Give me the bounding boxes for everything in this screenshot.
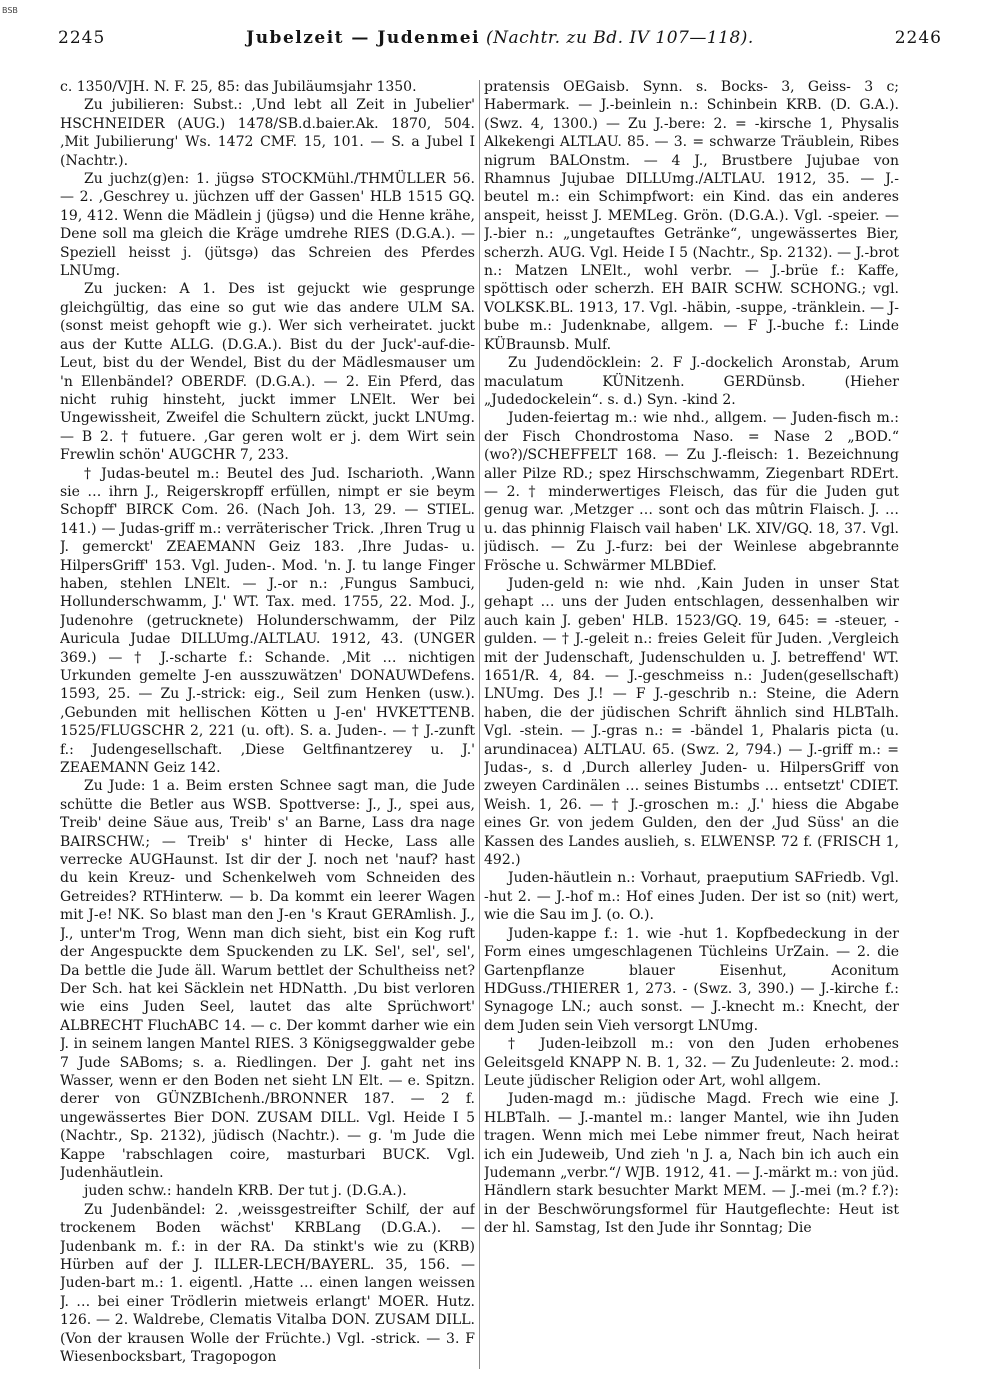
page-number-right: 2246 — [894, 28, 942, 48]
entry-paragraph: Zu Jude: 1 a. Beim ersten Schnee sagt man, die Jude schütte die Betler aus WSB. Spottverse: J., J., spei aus, Treib' deine Säue aus, Treib' s' an Barne, Lass dra nage BAIRSCHW.; — Treib' s' hinter di Hecke, Lass alle verrecke AUGHaunst. Ist dir der J. noch net 'nauf? hast du kein Kreuz- und Schenkelweh vom Schneiden des Getreides? RTHinterw. — b. Da kommt ein leerer Wagen mit J-e! NK. So blast man den J-en 's Kraut GERAmlish. J., J., unter'm Trog, Wenn man dich sieht, bist ein Kog ruft der Angespuckte dem Spuckenden zu LK. Sel', sel', sel', Da bettle die Jude äll. Warum bettlet der Schultheiss net? Der Sch. hat kei Säcklein net HDNatth. ‚Du bist verloren wie eins Juden Seel, lautet das alte Sprüchwort' ALBRECHT FluchABC 14. — c. Der kommt darher wie ein J. in seinem langen Mantel RIES. 3 Königseggwalder gebe 7 Jude SABoms; s. a. Riedlingen. Der J. gaht net ins Wasser, wenn er den Boden net sieht LN Elt. — e. Spitzn. derer von GÜNZBIchenh./BRONNER 187. — 2 f. ungewässertes Bier DON. ZUSAM DILL. Vgl. Heide I 5 (Nachtr., Sp. 2132), jüdisch (Nachtr.). — g. 'm Jude die Kappe 'rabschlagen coire, masturbari BUCK. Vgl. Judenhäutlein. — [60, 778, 475, 1181]
right-column — [484, 78, 899, 1373]
column-divider — [479, 80, 480, 1369]
entry-paragraph: Zu Judendöcklein: 2. F J.-dockelich Aronstab, Arum maculatum KÜNitzenh. GERDünsb. (Hieher „Judedockelein“. s. d.) Syn. -kind 2. — [484, 355, 899, 408]
page-number-left: 2245 — [58, 28, 106, 48]
entry-paragraph: Zu Judenbändel: 2. ‚weissgestreifter Schilf, der auf trockenem Boden wächst' KRBLang (D.G.A.). — Judenbank m. f.: in der RA. Da stinkt's wie zu (KRB) Hürben auf der J. ILLER-LECH/BAYERL. 35, 156. — Juden-bart m.: 1. eigentl. ‚Hatte … einen langen weissen J. … bei einer Trödlerin mietweis erlangt' MOER. Hutz. 126. — 2. Waldrebe, Clematis Vitalba DON. ZUSAM DILL. (Von der krausen Wolle der Früchte.) Vgl. -strick. — 3. F Wiesenbocksbart, Tragopogon — [60, 1201, 475, 1366]
running-head — [58, 28, 942, 48]
left-column — [60, 78, 475, 1373]
entry-paragraph: † Juden-leibzoll m.: von den Juden erhobenes Geleitsgeld KNAPP N. B. 1, 32. — Zu Judenleute: 2. mod.: Leute jüdischer Religion oder Art, wohl allgem. — [484, 1036, 899, 1089]
entry-paragraph: Juden-feiertag m.: wie nhd., allgem. — Juden-fisch m.: der Fisch Chondrostoma Naso. = Nase 2 „BOD.“ (wo?)/SCHEFFELT 168. — Zu J.-fleisch: 1. Bezeichnung aller Pilze RD.; spez Hirschschwamm, Ziegenbart RDErt. — 2. † minderwertiges Fleisch, das für die Juden gut genug war. ‚Metzger … sont och das mûtrin Flaisch. J. … u. das phinnig Flaisch vail haben' LK. XIV/GQ. 18, 37. Vgl. jüdisch. — Zu J.-furz: bei der Weinlese abgebrannte Frösche u. Schwärmer MLBDief. — [484, 410, 899, 574]
entry-paragraph: Zu jubilieren: Subst.: ‚Und lebt all Zeit in Jubelier' HSCHNEIDER (AUG.) 1478/SB.d.baier.Ak. 1870, 504. ‚Mit Jubilierung' Ws. 1472 CMF. 15, 101. — S. a Jubel I (Nachtr.). — [60, 97, 475, 169]
entry-paragraph: Zu juchz(g)en: 1. jügsə STOCKMühl./THMÜLLER 56. — 2. ‚Geschrey u. jüchzen uff der Gassen' HLB 1515 GQ. 19, 412. Wenn die Mädlein j (jügsə) und die Henne krähe, Dene soll ma gleich die Kräge umdrehe RIES (D.G.A.). — Speziell heisst j. (jütsgə) das Schreien des Pferdes LNUmg. — [60, 171, 475, 280]
headword-range: Jubelzeit — Judenmei — [246, 28, 481, 48]
entry-paragraph: pratensis OEGaisb. Synn. s. Bocks- 3, Geiss- 3 c; Habermark. — J.-beinlein n.: Schinbein KRB. (D. G.A.). (Swz. 4, 1300.) — Zu J.-bere: 2. = -kirsche 1, Physalis Alkekengi ALTLAU. 85. — 3. = schwarze Träublein, Ribes nigrum BALOnstm. — 4 J., Brustbere Jujubae von Rhamnus Jujubae DILLUmg./ALTLAU. 1912, 35. — J.-beutel m.: ein Schimpfwort: ein Kind. das ein anderes anspeit, heisst J. MEMLeg. Grön. (D.G.A.). Vgl. -speier. — J.-bier n.: „ungetauftes Getränke“, ungewässertes Bier, scherzh. AUG. Vgl. Heide I 5 (Nachtr., Sp. 2132). — J.-brot n.: Matzen LNElt., wohl verbr. — J.-brüe f.: Kaffe, spöttisch oder scherzh. EH BAIR SCHW. SCHONG.; vgl. VOLKSK.BL. 1913, 17. Vgl. -häbin, -suppe, -tränklein. — J-bube m.: Judenknabe, allgem. — F J.-buche f.: Linde KÜBraunsb. Mulf. — [484, 79, 899, 353]
page-header — [58, 28, 942, 54]
entry-paragraph: Zu jucken: A 1. Des ist gejuckt wie gesprunge gleichgültig, das eine so gut wie das andere ULM SA. (sonst meist gehopft wie g.). Wer sich verheiratet. juckt aus der Kutte ALLG. (D.G.A.). Bist du der Juck'-auf-die-Leut, bist du der Wendel, Bist du der Mädlesmauser um 'n Ellenbändel? OBERDF. (D.G.A.). — 2. Ein Pferd, das nicht ruhig hinsteht, juckt immer LNElt. Wer bei Ungewissheit, Zweifel die Schultern zückt, juckt LNUmg. — B 2. † futuere. ‚Gar geren wolt er j. dem Wirt sein Frewlin schön' AUGCHR 7, 233. — [60, 281, 475, 464]
entry-paragraph: c. 1350/VJH. N. F. 25, 85: das Jubiläumsjahr 1350. — [60, 79, 417, 95]
entry-paragraph: Juden-häutlein n.: Vorhaut, praeputium SAFriedb. Vgl. -hut 2. — J.-hof m.: Hof eines Juden. Der ist so (nit) wert, wie die Sau im J. (o. O.). — [484, 870, 899, 924]
library-stamp: BSB — [2, 6, 18, 15]
entry-paragraph: Juden-magd m.: jüdische Magd. Frech wie eine J. HLBTalh. — J.-mantel m.: langer Mantel, wie ihn Juden tragen. Wenn mich mei Lebe nimmer freut, Nach heirat ich ein Judeweib, Und zieh 'n J. a, Nach bin ich auch ein Judemann „verbr.“/ WJB. 1912, 41. — J.-märkt m.: von jüd. Händlern stark besuchter Markt MEM. — J.-mei (m.? f.?): in der Beschwörungsformel für Hautgeflechte: Heut ist der hl. Samstag, Ist den Jude ihr Sonntag; Die — [484, 1091, 899, 1237]
entry-paragraph: juden schw.: handeln KRB. Der tut j. (D.G.A.). — [84, 1183, 407, 1200]
entry-paragraph: † Judas-beutel m.: Beutel des Jud. Ischarioth. ‚Wann sie … ihrn J., Reigerskropff erfüllen, nimpt er sie beym Schopff' BIRCK Com. 26. (Nach Joh. 13, 29. — STIEL. 141.) — Judas-griff m.: verräterischer Trick. ‚Ihren Trug u J. gemerckt' ZEAEMANN Geiz 183. ‚Ihre Judas- u. HilpersGriff' 153. Vgl. Juden-. Mod. 'n. J. tu lange Finger haben, stehlen LNElt. — J.-or n.: ‚Fungus Sambuci, Hollunderschwamm, J.' WT. Tax. med. 1755, 22. Mod. J., Judenohre (getrucknete) Holunderschwamm, der Pilz Auricula Judae DILLUmg./ALTLAU. 1912, 43. (UNGER 369.) — † J.-scharte f.: Schande. ‚Mit … nichtigen Urkunden gemelte J-en ausszuwätzen' DONAUWDefens. 1593, 25. — Zu J.-strick: eig., Seil zum Henken (usw.). ‚Gebunden mit hellischen Kötten u J-en' HVKETTENB. 1525/FLUGSCHR 2, 221 (u. oft). S. a. Juden-. — † J.-zunft f.: Judengesellschaft. ‚Diese Geltfinantzerey u. J.' ZEAEMANN Geiz 142. — [60, 465, 475, 777]
supplement-note: (Nachtr. zu Bd. IV 107—118). — [485, 28, 754, 48]
entry-paragraph: Juden-geld n: wie nhd. ‚Kain Juden in unser Stat gehapt … uns der Juden entschlagen, dessenhalben wir auch kain J. geben' HLB. 1523/GQ. 19, 645: = -steuer, -gulden. — † J.-geleit n.: freies Geleit für Juden. ‚Vergleich mit der Judenschaft, Judenschulden u. J. betreffend' WT. 1651/R. 4, 84. — J.-geschmeiss n.: Juden(gesellschaft) LNUmg. Des J.! — F J.-geschrib n.: Steine, die Adern haben, die der jüdischen Schrift ähnlich sind HLBTalh. Vgl. -stein. — J.-gras n.: = -bändel 1, Phalaris picta (u. arundinacea) ALTLAU. 65. (Swz. 2, 794.) — J.-griff m.: = Judas-, s. d ‚Durch allerley Juden- u. HilpersGriff von zweyen Cardinälen … seines Bistumbs … entsetzt' CDIET. Weish. 1, 26. — † J.-groschen m.: ‚J.' hiess die Abgabe eines Gr. von jedem Gulden, den der ‚Jud Süss' an die Kassen des Landes auslieh, s. ELWENSP. 72 f. (FRISCH 1, 492.) — [484, 575, 899, 869]
entry-paragraph: Juden-kappe f.: 1. wie -hut 1. Kopfbedeckung in der Form eines umgeschlagenen Tüchleins UrZain. — 2. die Gartenpflanze blauer Eisenhut, Aconitum HDGuss./THIERER 1, 273. - (Swz. 3, 390.) — J.-kirche f.: Synagoge LN.; auch sonst. — J.-knecht m.: Knecht, der dem Juden sein Vieh versorgt LNUmg. — [484, 925, 899, 1034]
